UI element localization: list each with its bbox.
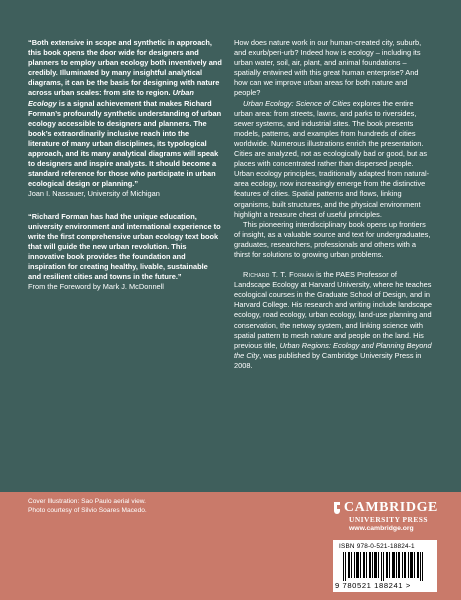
barcode-icon (339, 552, 431, 581)
endorsement-attribution-1: Joan I. Nassauer, University of Michigan (28, 189, 160, 199)
endorsement-quote-1: “Both extensive in scope and synthetic in approach, this book opens the door wide for designers and planners to employ urban ecology both inventively and credibly. Illuminated by many insightful analytical diagrams, it can be the basis for designing with nature across urban scales: from site to region. Urban Ecology is a signal achievement that makes Richard Forman’s profoundly synthetic understanding of urban ecology accessible to designers and planners. The book’s extraordinarily inclusive reach into the literature of many urban disciplines, its typological approach, and its many analytical diagrams will speak to designers and inspire analysts. It should become a standard reference for those who participate in urban ecological design or planning.” (28, 38, 222, 189)
endorsement-quote-2: “Richard Forman has had the unique education, university environment and international experience to write the first comprehensive urban ecology text book that will guide the new urban revolution. This innovative book provides the foundation and inspiration for creating healthy, livable, sustainable and resilient cities and towns in the future.” (28, 211, 221, 282)
author-bio: Richard T. T. Forman is the PAES Professor of Landscape Ecology at Harvard University, where he teaches ecological courses in the Graduate School of Design, and in Harvard College. His research and writing include landscape ecology, road ecology, urban ecology, land-use planning and conservation, the netway system, and linking science with spatial pattern to mesh nature and people on the land. His previous title, Urban Regions: Ecology and Planning Beyond the City, was published by Cambridge University Press in 2008. (234, 270, 433, 370)
author-name: Richard T. T. Forman (243, 270, 315, 280)
cover-credits (28, 497, 228, 515)
description-paragraph-2: Urban Ecology: Science of Cities explores the entire urban area: from streets, lawns, and parks to riversides, sewer systems, and industrial sites. The book presents models, patterns, and examples from hundreds of cities worldwide. Numerous illustrations enrich the presentation. Cities are analyzed, not as ecologically bad or good, but as places with concentrated rather than dispersed people. Urban ecology principles, traditionally adapted from natural-area ecology, now increasingly emerge from the distinctive features of cities. Spatial patterns and flows, linking organisms, built structures, and the physical environment highlight a treasure chest of useful principles. (234, 98, 430, 219)
endorsement-attribution-2: From the Foreword by Mark J. McDonnell (28, 282, 164, 292)
publisher-subtitle: UNIVERSITY PRESS (349, 515, 428, 524)
cover-footer-band (0, 492, 461, 600)
isbn-text: ISBN 978-0-521-18824-1 (339, 543, 415, 550)
publisher-logo (334, 500, 438, 532)
book-title-inline: Urban Ecology (28, 88, 194, 108)
description-column (234, 38, 434, 371)
cover-credit-line-2: Photo courtesy of Silvio Soares Macedo. (28, 507, 147, 514)
description-paragraph-1: How does nature work in our human-created city, suburb, and exurb/peri-urb? Indeed how is ecology – including its urban water, soil, air, plant, and animal foundations – spatially entwined with this great human enterprise? And how can we improve urban areas for both nature and people? (234, 38, 422, 98)
previous-title: Urban Regions: Ecology and Planning Beyond the City (234, 340, 432, 360)
description-paragraph-3: This pioneering interdisciplinary book opens up frontiers of insight, as a valuable source and text for undergraduates, graduates, researchers, professionals and others with a thirst for solutions to growing urban problems. (234, 219, 431, 259)
publisher-name: CAMBRIDGE (343, 500, 438, 515)
book-title-inline: Urban Ecology: Science of Cities (243, 98, 351, 108)
barcode-digits: 9 780521 188241 > (335, 581, 411, 590)
cover-credit-line-1: Cover Illustration: Sao Paulo aerial view. (28, 498, 147, 505)
crest-icon (334, 502, 340, 514)
endorsements-column (28, 38, 222, 304)
isbn-barcode (333, 540, 437, 592)
publisher-url: www.cambridge.org (349, 525, 414, 532)
